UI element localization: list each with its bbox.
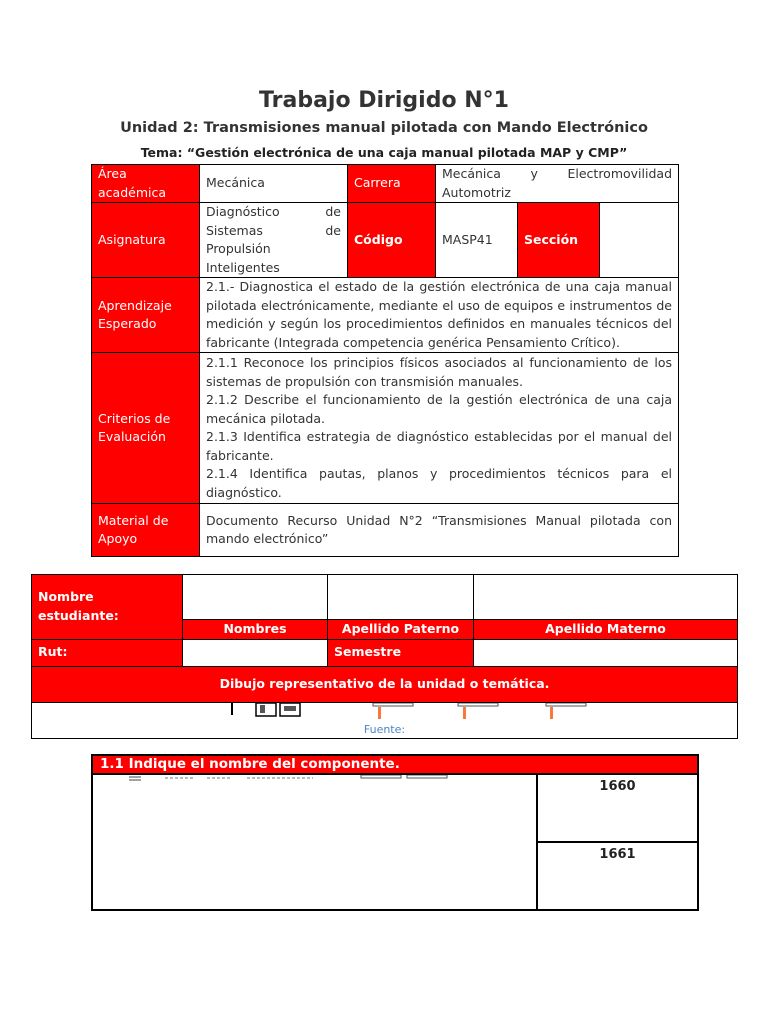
course-info-table bbox=[91, 164, 679, 557]
component-number: 1660 bbox=[537, 774, 698, 842]
aprendizaje-value: 2.1.- Diagnostica el estado de la gestión electrónica de una caja manual pilotada electrónicamente, mediante el uso de equipos e instrumentos de medición y según los procedimientos definidos en manuales técnicos del fabricante (Integrada competencia genérica Pensamiento Crítico). bbox=[200, 278, 679, 353]
fuente-caption: Fuente: bbox=[363, 722, 406, 736]
semestre-label: Semestre bbox=[328, 639, 474, 666]
document-title: Trabajo Dirigido N°1 bbox=[259, 88, 509, 113]
student-table bbox=[31, 574, 738, 739]
apellido-paterno-header: Apellido Paterno bbox=[328, 620, 474, 640]
criterios-label: Criterios de Evaluación bbox=[92, 353, 200, 504]
codigo-value: MASP41 bbox=[436, 203, 518, 278]
material-label: Material de Apoyo bbox=[92, 504, 200, 557]
criterio-item: 2.1.1 Reconoce los principios físicos asociados al funcionamiento de los sistemas de propulsión con transmisión manuales. bbox=[206, 355, 672, 389]
document-tema: Tema: “Gestión electrónica de una caja manual pilotada MAP y CMP” bbox=[140, 145, 628, 160]
area-label: Área académica bbox=[92, 165, 200, 203]
dibujo-header: Dibujo representativo de la unidad o temática. bbox=[32, 666, 738, 702]
carrera-label: Carrera bbox=[348, 165, 436, 203]
semestre-input[interactable] bbox=[474, 639, 738, 666]
criterios-value bbox=[200, 353, 679, 504]
criterio-item: 2.1.3 Identifica estrategia de diagnóstico establecidas por el manual del fabricante. bbox=[206, 429, 672, 463]
seccion-label: Sección bbox=[518, 203, 600, 278]
nombres-header: Nombres bbox=[183, 620, 328, 640]
question-table bbox=[91, 754, 699, 911]
nombre-estudiante-label: Nombre estudiante: bbox=[32, 575, 183, 640]
codigo-label: Código bbox=[348, 203, 436, 278]
question-title: 1.1 Indique el nombre del componente. bbox=[92, 755, 698, 774]
criterio-item: 2.1.4 Identifica pautas, planos y procedimientos técnicos para el diagnóstico. bbox=[206, 466, 672, 500]
document-subtitle: Unidad 2: Transmisiones manual pilotada con Mando Electrónico bbox=[120, 120, 648, 136]
dibujo-area bbox=[32, 702, 738, 738]
rut-label: Rut: bbox=[32, 639, 183, 666]
carrera-value: Mecánica y Electromovilidad Automotriz bbox=[436, 165, 679, 203]
apellido-materno-input[interactable] bbox=[474, 575, 738, 620]
nombres-input[interactable] bbox=[183, 575, 328, 620]
seccion-value bbox=[600, 203, 679, 278]
apellido-materno-header: Apellido Materno bbox=[474, 620, 738, 640]
area-value: Mecánica bbox=[200, 165, 348, 203]
diagram-fragments bbox=[129, 775, 469, 789]
asignatura-value: Diagnóstico de Sistemas de Propulsión Inteligentes bbox=[200, 203, 348, 278]
component-number: 1661 bbox=[537, 842, 698, 910]
aprendizaje-label: Aprendizaje Esperado bbox=[92, 278, 200, 353]
apellido-paterno-input[interactable] bbox=[328, 575, 474, 620]
asignatura-label: Asignatura bbox=[92, 203, 200, 278]
answer-area[interactable] bbox=[92, 774, 537, 910]
material-value: Documento Recurso Unidad N°2 “Transmisiones Manual pilotada con mando electrónico” bbox=[200, 504, 679, 557]
criterio-item: 2.1.2 Describe el funcionamiento de la gestión electrónica de una caja mecánica pilotada. bbox=[206, 392, 672, 426]
rut-input[interactable] bbox=[183, 639, 328, 666]
